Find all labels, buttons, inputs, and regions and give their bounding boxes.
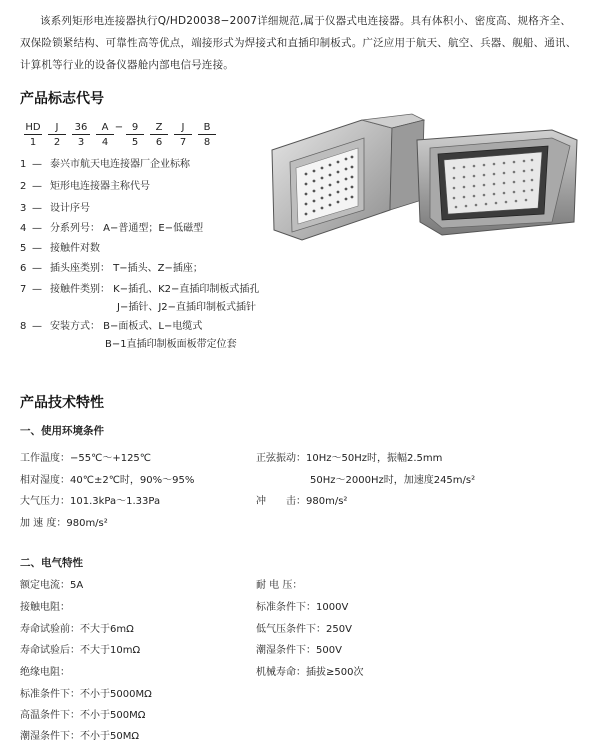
section-title-designation: 产品标志代号 [20, 91, 104, 107]
code-bottom: 7 [179, 137, 187, 148]
code-top: 9 [126, 122, 144, 135]
code-top: 36 [72, 122, 90, 135]
legend-item-continued [117, 301, 256, 315]
elec-subtitle: 二、电气特性 [20, 557, 83, 569]
legend-number: 4 [20, 223, 27, 234]
legend-number: 1 [20, 159, 27, 170]
spec-item: 寿命试验后：不大于10mΩ [20, 645, 141, 656]
spec-item: 50Hz～2000Hz时，加速度245m/s² [310, 475, 476, 486]
code-top: A [96, 122, 114, 135]
spec-item: 绝缘电阻： [20, 667, 70, 678]
legend-text: 接触件类别： K−插孔、K2−直插印制板式插孔 [50, 284, 260, 295]
spec-item: 耐 电 压： [256, 580, 303, 591]
spec-item: 潮湿条件下：500V [256, 645, 342, 656]
code-cell [24, 122, 42, 148]
code-bottom: 2 [53, 137, 61, 148]
legend-number: 8 [20, 321, 27, 332]
legend-item: 1 — 泰兴市航天电连接器厂企业标称 [20, 159, 190, 170]
spec-item: 正弦振动：10Hz～50Hz时，振幅2.5mm [256, 453, 443, 464]
legend-number: 6 [20, 263, 27, 274]
connector-photo [252, 110, 582, 250]
spec-item: 工作温度：−55℃～+125℃ [20, 453, 152, 464]
spec-item: 低气压条件下：250V [256, 624, 352, 635]
legend-item: 6 — 插头座类别： T−插头、Z−插座； [20, 263, 203, 274]
spec-item: 加 速 度：980m/s² [20, 518, 108, 529]
legend-text: 接触件对数 [50, 243, 100, 254]
legend-text: 插头座类别： T−插头、Z−插座； [50, 263, 203, 274]
legend-number: 2 [20, 181, 27, 192]
legend-item: 5 — 接触件对数 [20, 243, 100, 254]
legend-text: J−插针、J2−直插印制板式插针 [117, 302, 257, 313]
legend-item: 8 — 安装方式： B−面板式、L−电缆式 [20, 321, 203, 332]
code-cell [174, 122, 192, 148]
spec-item: 标准条件下：1000V [256, 602, 349, 613]
legend-item: 7 — 接触件类别： K−插孔、K2−直插印制板式插孔 [20, 284, 260, 295]
code-cell [198, 122, 216, 148]
spec-item: 接触电阻： [20, 602, 70, 613]
code-cell [72, 122, 90, 148]
plug-illustration [272, 114, 424, 240]
spec-item: 标准条件下：不小于5000MΩ [20, 689, 152, 700]
legend-text: 分系列号： A−普通型；E−低磁型 [50, 223, 204, 234]
legend-item: 4 — 分系列号： A−普通型；E−低磁型 [20, 223, 204, 234]
code-top: Z [150, 122, 168, 135]
legend-item-continued [105, 338, 237, 352]
code-top: J [48, 122, 66, 135]
code-cell [48, 122, 66, 148]
legend-item: 3 — 设计序号 [20, 203, 90, 214]
receptacle-illustration [417, 130, 577, 235]
spec-item: 大气压力：101.3kPa～1.33Pa [20, 496, 161, 507]
code-bottom: 4 [101, 137, 109, 148]
spec-item: 高温条件下：不小于500MΩ [20, 710, 146, 721]
code-cell [96, 122, 114, 148]
code-dash [114, 122, 124, 133]
legend-text: 安装方式： B−面板式、L−电缆式 [50, 321, 203, 332]
intro-paragraph: 该系列矩形电连接器执行Q/HD20038−2007详细规范,属于仪器式电连接器。具有体积小、密度高、规格齐全、双保险锁紧结构、可靠性高等优点，端接形式为焊接式和直插印制板式。广泛应用于航天、航空、兵器、舰船、通讯、计算机等行业的设备仪器舱内部电信号连接。 [20, 15, 577, 71]
legend-text: 泰兴市航天电连接器厂企业标称 [50, 159, 190, 170]
spec-item: 相对湿度：40℃±2℃时，90%～95% [20, 475, 195, 486]
spec-item: 潮湿条件下：不小于50MΩ [20, 731, 139, 742]
legend-number: 5 [20, 243, 27, 254]
legend-text: 设计序号 [50, 203, 90, 214]
spec-item: 机械寿命：插拔≥500次 [256, 667, 364, 678]
spec-item: 冲 击：980m/s² [256, 496, 348, 507]
env-subtitle: 一、使用环境条件 [20, 425, 104, 437]
code-bottom: 8 [203, 137, 211, 148]
spec-item: 额定电流：5A [20, 580, 84, 591]
code-bottom: 5 [131, 137, 139, 148]
code-bottom: 6 [155, 137, 163, 148]
code-cell [126, 122, 144, 148]
code-top: J [174, 122, 192, 135]
code-dash-symbol: − [114, 122, 124, 133]
code-bottom: 3 [77, 137, 85, 148]
code-bottom: 1 [29, 137, 37, 148]
code-top: B [198, 122, 216, 135]
code-top: HD [25, 122, 41, 133]
legend-text: 矩形电连接器主称代号 [50, 181, 150, 192]
section-title-specs: 产品技术特性 [20, 395, 104, 411]
spec-item: 寿命试验前：不大于6mΩ [20, 624, 134, 635]
legend-item: 2 — 矩形电连接器主称代号 [20, 181, 150, 192]
legend-text: B−1直插印制板面板带定位套 [105, 339, 237, 350]
code-cell [150, 122, 168, 148]
legend-number: 7 [20, 284, 27, 295]
legend-number: 3 [20, 203, 27, 214]
